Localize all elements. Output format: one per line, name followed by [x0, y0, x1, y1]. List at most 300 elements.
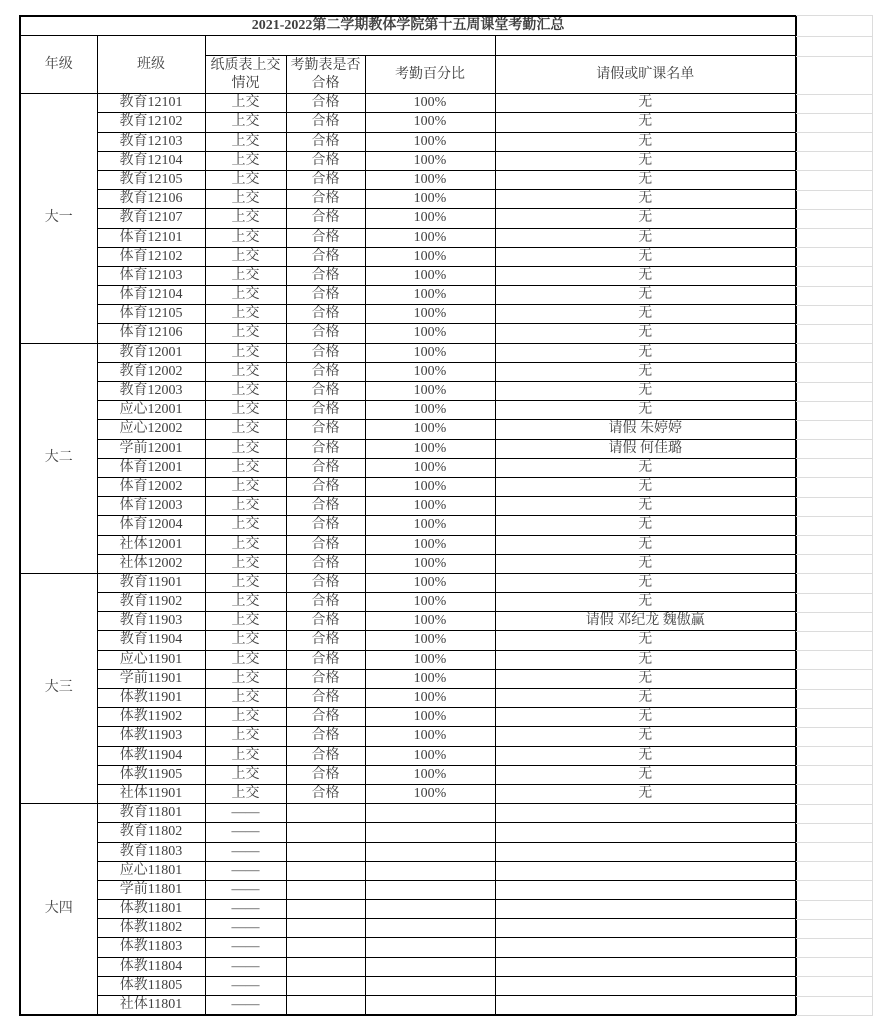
table-row	[20, 132, 796, 151]
percentage-cell	[365, 804, 495, 823]
paper-cell: 上交	[205, 689, 286, 708]
absence-cell: 无	[495, 228, 796, 247]
table-row	[20, 631, 796, 650]
table-row	[20, 823, 796, 842]
qualified-cell: 合格	[286, 420, 365, 439]
qualified-cell: 合格	[286, 535, 365, 554]
percentage-cell: 100%	[365, 209, 495, 228]
qualified-cell: 合格	[286, 170, 365, 189]
absence-cell: 无	[495, 190, 796, 209]
table-row	[20, 305, 796, 324]
percentage-cell: 100%	[365, 362, 495, 381]
table-row	[20, 228, 796, 247]
qualified-cell: 合格	[286, 708, 365, 727]
percentage-cell: 100%	[365, 401, 495, 420]
qualified-cell: 合格	[286, 612, 365, 631]
qualified-cell	[286, 957, 365, 976]
header-gap-row	[20, 36, 796, 56]
class-cell: 教育11902	[97, 593, 205, 612]
paper-cell: 上交	[205, 593, 286, 612]
gridline	[796, 573, 872, 574]
qualified-cell: 合格	[286, 458, 365, 477]
gridline	[796, 900, 872, 901]
absence-cell: 无	[495, 593, 796, 612]
qualified-cell: 合格	[286, 324, 365, 343]
qualified-cell	[286, 804, 365, 823]
paper-cell: ——	[205, 842, 286, 861]
paper-cell: 上交	[205, 631, 286, 650]
gridline	[796, 554, 872, 555]
gridline	[796, 842, 872, 843]
paper-cell: ——	[205, 957, 286, 976]
paper-cell: 上交	[205, 401, 286, 420]
percentage-cell: 100%	[365, 382, 495, 401]
absence-cell: 无	[495, 266, 796, 285]
table-row	[20, 535, 796, 554]
percentage-cell: 100%	[365, 113, 495, 132]
header-qualified: 考勤表是否合格	[286, 56, 365, 94]
class-cell: 教育12107	[97, 209, 205, 228]
absence-cell	[495, 919, 796, 938]
class-cell: 体教11803	[97, 938, 205, 957]
table-row	[20, 209, 796, 228]
absence-cell: 无	[495, 746, 796, 765]
table-row	[20, 593, 796, 612]
gridline	[796, 957, 872, 958]
absence-cell: 请假 朱婷婷	[495, 420, 796, 439]
table-row	[20, 976, 796, 995]
class-cell: 教育12101	[97, 94, 205, 113]
absence-cell: 无	[495, 554, 796, 573]
table-row	[20, 996, 796, 1016]
paper-cell: 上交	[205, 305, 286, 324]
percentage-cell	[365, 861, 495, 880]
qualified-cell: 合格	[286, 401, 365, 420]
gridline	[796, 228, 872, 229]
paper-cell: 上交	[205, 439, 286, 458]
absence-cell: 无	[495, 170, 796, 189]
table-row	[20, 765, 796, 784]
qualified-cell: 合格	[286, 516, 365, 535]
gridline	[796, 94, 872, 95]
table-row	[20, 669, 796, 688]
paper-cell: 上交	[205, 458, 286, 477]
paper-cell: 上交	[205, 669, 286, 688]
absence-cell: 无	[495, 650, 796, 669]
qualified-cell: 合格	[286, 190, 365, 209]
gridline	[796, 56, 872, 57]
paper-cell: 上交	[205, 170, 286, 189]
absence-cell: 无	[495, 784, 796, 803]
percentage-cell: 100%	[365, 343, 495, 362]
percentage-cell	[365, 842, 495, 861]
percentage-cell: 100%	[365, 516, 495, 535]
absence-cell: 请假 何佳璐	[495, 439, 796, 458]
absence-cell	[495, 900, 796, 919]
class-cell: 体育12004	[97, 516, 205, 535]
class-cell: 社体11801	[97, 996, 205, 1016]
paper-cell: ——	[205, 938, 286, 957]
qualified-cell: 合格	[286, 573, 365, 592]
qualified-cell: 合格	[286, 554, 365, 573]
paper-cell: 上交	[205, 190, 286, 209]
absence-cell	[495, 938, 796, 957]
gridline	[796, 15, 872, 16]
absence-cell: 无	[495, 343, 796, 362]
class-cell: 体教11902	[97, 708, 205, 727]
table-row	[20, 957, 796, 976]
empty-cell	[495, 36, 796, 56]
paper-cell: 上交	[205, 708, 286, 727]
gridline	[796, 535, 872, 536]
header-absence-list: 请假或旷课名单	[495, 56, 796, 94]
gridline	[796, 343, 872, 344]
gridline	[796, 919, 872, 920]
qualified-cell: 合格	[286, 669, 365, 688]
percentage-cell: 100%	[365, 727, 495, 746]
qualified-cell: 合格	[286, 727, 365, 746]
table-row	[20, 382, 796, 401]
paper-cell: 上交	[205, 247, 286, 266]
gridline	[796, 746, 872, 747]
gridline	[796, 784, 872, 785]
qualified-cell: 合格	[286, 286, 365, 305]
class-cell: 体教11901	[97, 689, 205, 708]
gridline	[796, 880, 872, 881]
absence-cell: 无	[495, 151, 796, 170]
table-row	[20, 190, 796, 209]
class-cell: 体教11903	[97, 727, 205, 746]
paper-cell: 上交	[205, 535, 286, 554]
paper-cell: 上交	[205, 746, 286, 765]
paper-cell: 上交	[205, 266, 286, 285]
class-cell: 学前11801	[97, 880, 205, 899]
percentage-cell: 100%	[365, 708, 495, 727]
gridline	[796, 708, 872, 709]
paper-cell: 上交	[205, 765, 286, 784]
class-cell: 体育12106	[97, 324, 205, 343]
percentage-cell	[365, 919, 495, 938]
class-cell: 社体11901	[97, 784, 205, 803]
percentage-cell: 100%	[365, 94, 495, 113]
absence-cell: 无	[495, 477, 796, 496]
gridline	[796, 804, 872, 805]
empty-grid-column	[796, 15, 873, 1016]
absence-cell: 无	[495, 382, 796, 401]
gridline	[796, 151, 872, 152]
paper-cell: 上交	[205, 497, 286, 516]
paper-cell: 上交	[205, 286, 286, 305]
class-cell: 体教11805	[97, 976, 205, 995]
absence-cell: 无	[495, 94, 796, 113]
gridline	[796, 689, 872, 690]
percentage-cell: 100%	[365, 439, 495, 458]
absence-cell: 无	[495, 573, 796, 592]
attendance-table	[19, 15, 797, 1016]
table-row	[20, 919, 796, 938]
paper-cell: 上交	[205, 612, 286, 631]
table-row	[20, 573, 796, 592]
percentage-cell: 100%	[365, 689, 495, 708]
paper-cell: ——	[205, 996, 286, 1016]
table-row	[20, 170, 796, 189]
gridline	[796, 765, 872, 766]
gridline	[796, 823, 872, 824]
table-row	[20, 650, 796, 669]
class-cell: 学前12001	[97, 439, 205, 458]
absence-cell: 无	[495, 708, 796, 727]
table-row	[20, 554, 796, 573]
gridline	[796, 938, 872, 939]
table-row	[20, 938, 796, 957]
gridline	[796, 247, 872, 248]
qualified-cell	[286, 823, 365, 842]
absence-cell	[495, 976, 796, 995]
qualified-cell: 合格	[286, 151, 365, 170]
gridline	[796, 382, 872, 383]
absence-cell	[495, 957, 796, 976]
qualified-cell	[286, 842, 365, 861]
gridline	[796, 113, 872, 114]
class-cell: 体育12103	[97, 266, 205, 285]
class-cell: 应心11901	[97, 650, 205, 669]
paper-cell: 上交	[205, 477, 286, 496]
percentage-cell: 100%	[365, 746, 495, 765]
percentage-cell: 100%	[365, 631, 495, 650]
table-row	[20, 804, 796, 823]
title-row	[20, 16, 796, 36]
percentage-cell: 100%	[365, 765, 495, 784]
gridline	[796, 286, 872, 287]
paper-cell: 上交	[205, 516, 286, 535]
qualified-cell: 合格	[286, 132, 365, 151]
class-cell: 教育12102	[97, 113, 205, 132]
qualified-cell	[286, 861, 365, 880]
percentage-cell: 100%	[365, 151, 495, 170]
qualified-cell: 合格	[286, 746, 365, 765]
paper-cell: 上交	[205, 228, 286, 247]
absence-cell: 无	[495, 132, 796, 151]
percentage-cell: 100%	[365, 669, 495, 688]
qualified-cell: 合格	[286, 689, 365, 708]
percentage-cell: 100%	[365, 458, 495, 477]
qualified-cell: 合格	[286, 784, 365, 803]
qualified-cell: 合格	[286, 477, 365, 496]
gridline	[796, 669, 872, 670]
gridline	[796, 305, 872, 306]
percentage-cell	[365, 957, 495, 976]
absence-cell: 无	[495, 631, 796, 650]
gridline	[796, 727, 872, 728]
paper-cell: ——	[205, 976, 286, 995]
qualified-cell	[286, 880, 365, 899]
grade-cell: 大二	[20, 343, 97, 573]
class-cell: 教育12001	[97, 343, 205, 362]
percentage-cell: 100%	[365, 612, 495, 631]
percentage-cell: 100%	[365, 593, 495, 612]
table-row	[20, 689, 796, 708]
qualified-cell: 合格	[286, 765, 365, 784]
qualified-cell: 合格	[286, 439, 365, 458]
gridline	[796, 497, 872, 498]
absence-cell: 无	[495, 362, 796, 381]
paper-cell: 上交	[205, 784, 286, 803]
class-cell: 教育12106	[97, 190, 205, 209]
percentage-cell: 100%	[365, 497, 495, 516]
class-cell: 体教11905	[97, 765, 205, 784]
table-row	[20, 842, 796, 861]
qualified-cell: 合格	[286, 209, 365, 228]
table-row	[20, 708, 796, 727]
qualified-cell	[286, 900, 365, 919]
class-cell: 体育12101	[97, 228, 205, 247]
absence-cell: 无	[495, 516, 796, 535]
class-cell: 教育11901	[97, 573, 205, 592]
paper-cell: ——	[205, 900, 286, 919]
qualified-cell: 合格	[286, 228, 365, 247]
gridline	[796, 401, 872, 402]
class-cell: 教育12002	[97, 362, 205, 381]
header-grade: 年级	[20, 36, 97, 94]
table-row	[20, 439, 796, 458]
percentage-cell: 100%	[365, 554, 495, 573]
qualified-cell: 合格	[286, 113, 365, 132]
percentage-cell	[365, 880, 495, 899]
table-row	[20, 477, 796, 496]
qualified-cell: 合格	[286, 631, 365, 650]
absence-cell	[495, 861, 796, 880]
percentage-cell	[365, 938, 495, 957]
qualified-cell	[286, 938, 365, 957]
gridline	[796, 593, 872, 594]
absence-cell: 无	[495, 669, 796, 688]
paper-cell: 上交	[205, 343, 286, 362]
absence-cell: 无	[495, 535, 796, 554]
absence-cell	[495, 880, 796, 899]
absence-cell: 无	[495, 765, 796, 784]
gridline	[796, 996, 872, 997]
percentage-cell: 100%	[365, 650, 495, 669]
class-cell: 教育11904	[97, 631, 205, 650]
qualified-cell: 合格	[286, 593, 365, 612]
class-cell: 应心12001	[97, 401, 205, 420]
percentage-cell: 100%	[365, 228, 495, 247]
table-row	[20, 727, 796, 746]
gridline	[796, 324, 872, 325]
gridline	[796, 362, 872, 363]
gridline	[796, 976, 872, 977]
percentage-cell: 100%	[365, 324, 495, 343]
percentage-cell	[365, 996, 495, 1016]
paper-cell: ——	[205, 823, 286, 842]
class-cell: 应心11801	[97, 861, 205, 880]
class-cell: 体教11904	[97, 746, 205, 765]
class-cell: 教育11803	[97, 842, 205, 861]
table-row	[20, 94, 796, 113]
paper-cell: 上交	[205, 554, 286, 573]
qualified-cell	[286, 996, 365, 1016]
gridline	[796, 420, 872, 421]
percentage-cell: 100%	[365, 266, 495, 285]
percentage-cell: 100%	[365, 132, 495, 151]
header-class: 班级	[97, 36, 205, 94]
class-cell: 学前11901	[97, 669, 205, 688]
qualified-cell: 合格	[286, 497, 365, 516]
percentage-cell	[365, 900, 495, 919]
percentage-cell: 100%	[365, 573, 495, 592]
gridline	[796, 861, 872, 862]
table-row	[20, 497, 796, 516]
qualified-cell: 合格	[286, 362, 365, 381]
gridline	[796, 132, 872, 133]
percentage-cell: 100%	[365, 420, 495, 439]
gridline	[796, 36, 872, 37]
qualified-cell: 合格	[286, 305, 365, 324]
table-row	[20, 286, 796, 305]
class-cell: 教育12104	[97, 151, 205, 170]
paper-cell: 上交	[205, 113, 286, 132]
class-cell: 教育11802	[97, 823, 205, 842]
table-row	[20, 516, 796, 535]
table-row	[20, 151, 796, 170]
class-cell: 体育12002	[97, 477, 205, 496]
class-cell: 体育12105	[97, 305, 205, 324]
paper-cell: 上交	[205, 151, 286, 170]
paper-cell: ——	[205, 804, 286, 823]
class-cell: 社体12002	[97, 554, 205, 573]
paper-cell: 上交	[205, 420, 286, 439]
percentage-cell: 100%	[365, 305, 495, 324]
table-row	[20, 746, 796, 765]
percentage-cell: 100%	[365, 535, 495, 554]
percentage-cell: 100%	[365, 190, 495, 209]
percentage-cell	[365, 976, 495, 995]
paper-cell: ——	[205, 861, 286, 880]
table-row	[20, 324, 796, 343]
gridline	[796, 477, 872, 478]
table-row	[20, 247, 796, 266]
gridline	[796, 650, 872, 651]
percentage-cell: 100%	[365, 784, 495, 803]
absence-cell: 无	[495, 305, 796, 324]
table-row	[20, 458, 796, 477]
class-cell: 教育12103	[97, 132, 205, 151]
paper-cell: 上交	[205, 382, 286, 401]
gridline	[796, 190, 872, 191]
paper-cell: ——	[205, 919, 286, 938]
table-row	[20, 266, 796, 285]
header-paper-submission: 纸质表上交情况	[205, 56, 286, 94]
qualified-cell: 合格	[286, 382, 365, 401]
qualified-cell: 合格	[286, 247, 365, 266]
paper-cell: 上交	[205, 209, 286, 228]
table-row	[20, 880, 796, 899]
absence-cell	[495, 842, 796, 861]
absence-cell	[495, 804, 796, 823]
class-cell: 体教11801	[97, 900, 205, 919]
paper-cell: 上交	[205, 727, 286, 746]
empty-cell	[205, 36, 495, 56]
gridline	[796, 170, 872, 171]
gridline	[796, 209, 872, 210]
qualified-cell: 合格	[286, 94, 365, 113]
table-row	[20, 861, 796, 880]
absence-cell: 无	[495, 209, 796, 228]
table-row	[20, 784, 796, 803]
absence-cell	[495, 996, 796, 1016]
gridline	[796, 458, 872, 459]
header-percentage: 考勤百分比	[365, 56, 495, 94]
